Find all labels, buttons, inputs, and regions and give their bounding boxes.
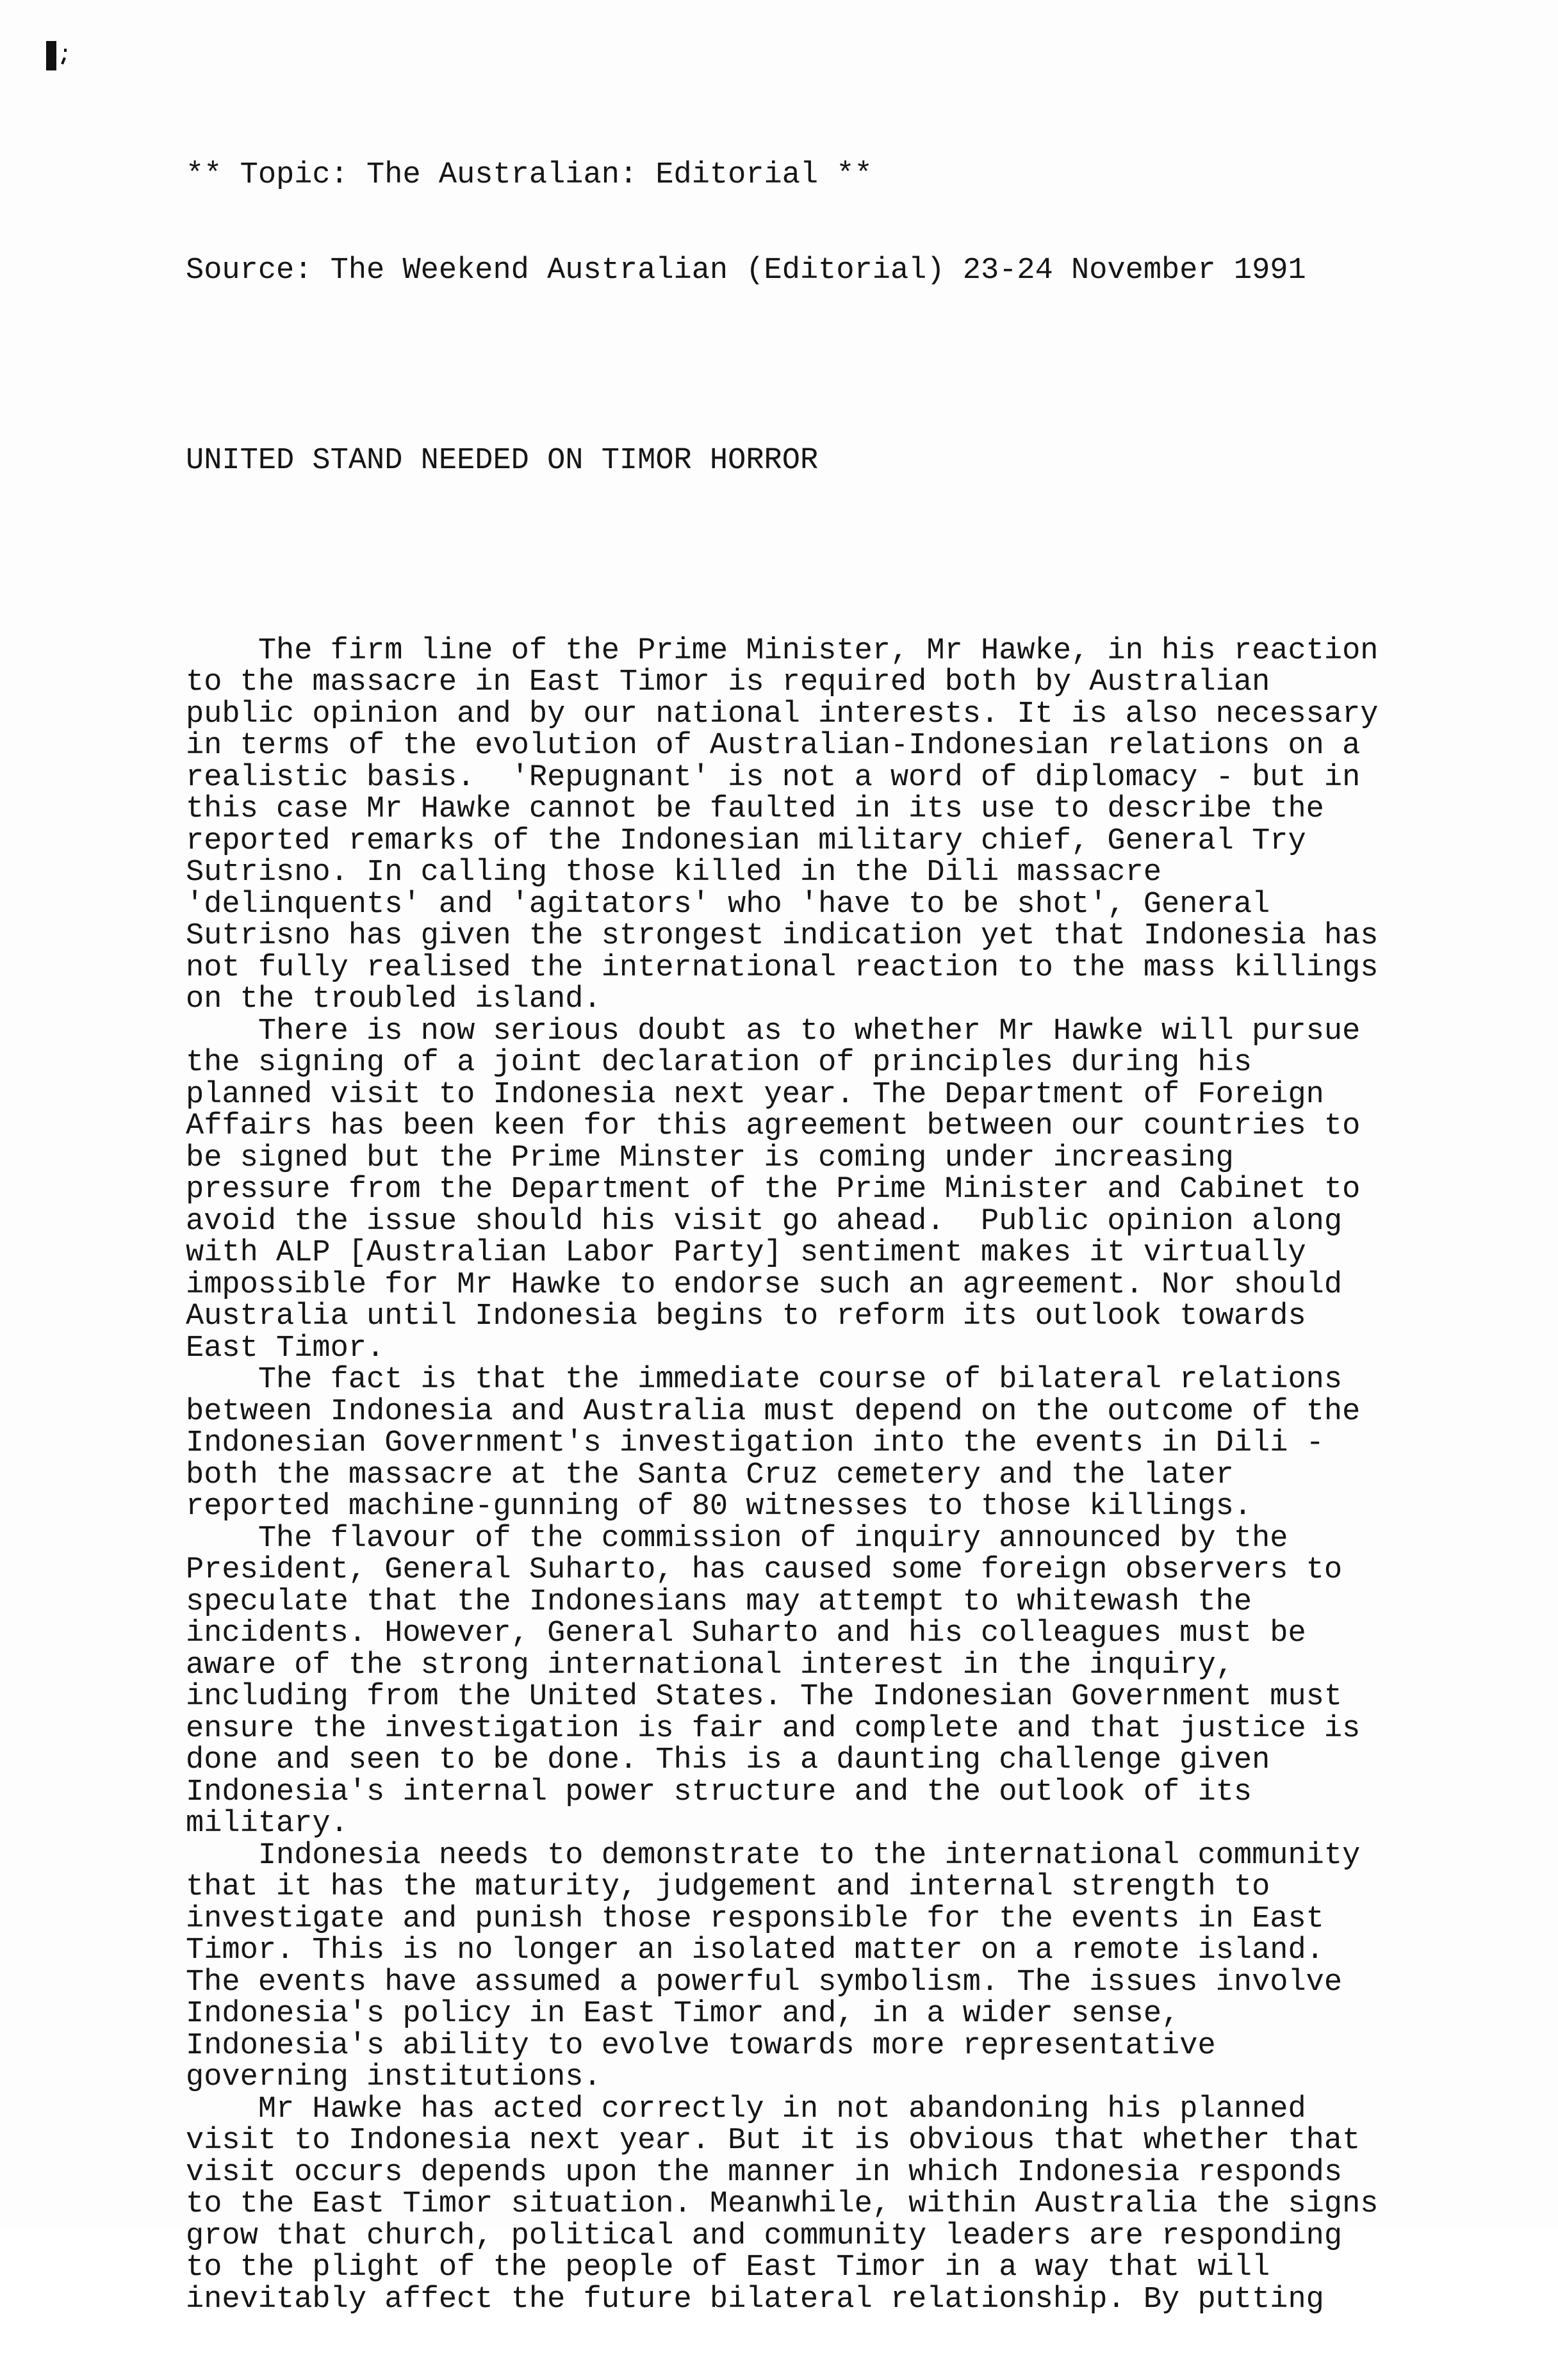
body-line: grow that church, political and community leaders are responding bbox=[186, 2219, 1343, 2253]
body-line: Sutrisno. In calling those killed in the Dili massacre bbox=[186, 856, 1162, 890]
blank-line bbox=[186, 540, 1473, 572]
body-line: Indonesia's policy in East Timor and, in a wider sense, bbox=[186, 1997, 1180, 2031]
body-line: Australia until Indonesia begins to reform its outlook towards bbox=[186, 1300, 1306, 1333]
body-line: Timor. This is no longer an isolated matter on a remote island. bbox=[186, 1934, 1324, 1968]
headline: UNITED STAND NEEDED ON TIMOR HORROR bbox=[186, 443, 819, 478]
body-line: both the massacre at the Santa Cruz cemetery and the later bbox=[186, 1458, 1234, 1492]
body-line: The flavour of the commission of inquiry announced by the bbox=[186, 1521, 1288, 1556]
body-line: ensure the investigation is fair and complete and that justice is bbox=[186, 1711, 1361, 1746]
body-line: 'delinquents' and 'agitators' who 'have to be shot', General bbox=[186, 887, 1270, 922]
body-line: visit to Indonesia next year. But it is obvious that whether that bbox=[186, 2124, 1361, 2158]
body-line: realistic basis. 'Repugnant' is not a word of diplomacy - but in bbox=[186, 760, 1361, 795]
body-line: between Indonesia and Australia must depend on the outcome of the bbox=[186, 1394, 1361, 1429]
body-line: public opinion and by our national interests. It is also necessary bbox=[186, 697, 1379, 731]
body-line: in terms of the evolution of Australian-Indonesian relations on a bbox=[186, 729, 1361, 763]
body-line: Mr Hawke has acted correctly in not abandoning his planned bbox=[186, 2092, 1306, 2126]
body-line: the signing of a joint declaration of principles during his bbox=[186, 1046, 1252, 1080]
topic-line: ** Topic: The Australian: Editorial ** bbox=[186, 158, 873, 192]
body-line: The firm line of the Prime Minister, Mr Hawke, in his reaction bbox=[186, 633, 1379, 668]
body-line: done and seen to be done. This is a daunting challenge given bbox=[186, 1743, 1270, 1777]
body-line: military. bbox=[186, 1807, 348, 1841]
body-line: to the massacre in East Timor is required both by Australian bbox=[186, 665, 1270, 699]
body-line: pressure from the Department of the Prime Minister and Cabinet to bbox=[186, 1173, 1361, 1207]
body-line: not fully realised the international reaction to the mass killings bbox=[186, 950, 1379, 985]
editorial-body bbox=[186, 635, 1473, 2316]
body-line: aware of the strong international interest in the inquiry, bbox=[186, 1648, 1234, 1683]
body-line: that it has the maturity, judgement and internal strength to bbox=[186, 1870, 1270, 1904]
body-line: planned visit to Indonesia next year. The Department of Foreign bbox=[186, 1077, 1324, 1112]
body-line: inevitably affect the future bilateral relationship. By putting bbox=[186, 2282, 1324, 2317]
body-line: reported machine-gunning of 80 witnesses to those killings. bbox=[186, 1490, 1252, 1524]
document-text bbox=[186, 96, 1473, 2379]
body-line: avoid the issue should his visit go ahead. Public opinion along bbox=[186, 1204, 1343, 1239]
body-line: East Timor. bbox=[186, 1331, 385, 1365]
body-line: with ALP [Australian Labor Party] sentiment makes it virtually bbox=[186, 1236, 1306, 1270]
body-line: The events have assumed a powerful symbolism. The issues involve bbox=[186, 1965, 1343, 2000]
body-line: incidents. However, General Suharto and his colleagues must be bbox=[186, 1617, 1306, 1651]
body-line: be signed but the Prime Minster is coming under increasing bbox=[186, 1141, 1234, 1175]
body-line: investigate and punish those responsible for the events in East bbox=[186, 1902, 1324, 1936]
body-line: on the troubled island. bbox=[186, 982, 602, 1016]
body-line: reported remarks of the Indonesian military chief, General Try bbox=[186, 824, 1306, 858]
body-line: to the East Timor situation. Meanwhile, within Australia the signs bbox=[186, 2187, 1379, 2221]
body-line: Indonesia needs to demonstrate to the international community bbox=[186, 1838, 1361, 1873]
body-line: governing institutions. bbox=[186, 2060, 602, 2094]
body-line: Indonesia's ability to evolve towards more representative bbox=[186, 2028, 1216, 2063]
scan-mark-icon bbox=[45, 38, 83, 77]
body-line: including from the United States. The Indonesian Government must bbox=[186, 1680, 1343, 1714]
blank-line bbox=[186, 350, 1473, 382]
body-line: to the plight of the people of East Timor in a way that will bbox=[186, 2251, 1270, 2285]
body-line: Indonesia's internal power structure and the outlook of its bbox=[186, 1775, 1252, 1809]
source-line: Source: The Weekend Australian (Editorial) 23-24 November 1991 bbox=[186, 253, 1306, 288]
body-line: There is now serious doubt as to whether Mr Hawke will pursue bbox=[186, 1014, 1361, 1048]
body-line: visit occurs depends upon the manner in which Indonesia responds bbox=[186, 2155, 1343, 2190]
body-line: this case Mr Hawke cannot be faulted in its use to describe the bbox=[186, 792, 1324, 826]
body-line: President, General Suharto, has caused some foreign observers to bbox=[186, 1553, 1343, 1587]
body-line: impossible for Mr Hawke to endorse such an agreement. Nor should bbox=[186, 1267, 1343, 1302]
body-line: speculate that the Indonesians may attempt to whitewash the bbox=[186, 1585, 1252, 1619]
body-line: Sutrisno has given the strongest indication yet that Indonesia has bbox=[186, 919, 1379, 953]
body-line: Indonesian Government's investigation into the events in Dili - bbox=[186, 1426, 1324, 1460]
body-line: The fact is that the immediate course of bilateral relations bbox=[186, 1363, 1343, 1397]
body-line: Affairs has been keen for this agreement between our countries to bbox=[186, 1109, 1361, 1143]
